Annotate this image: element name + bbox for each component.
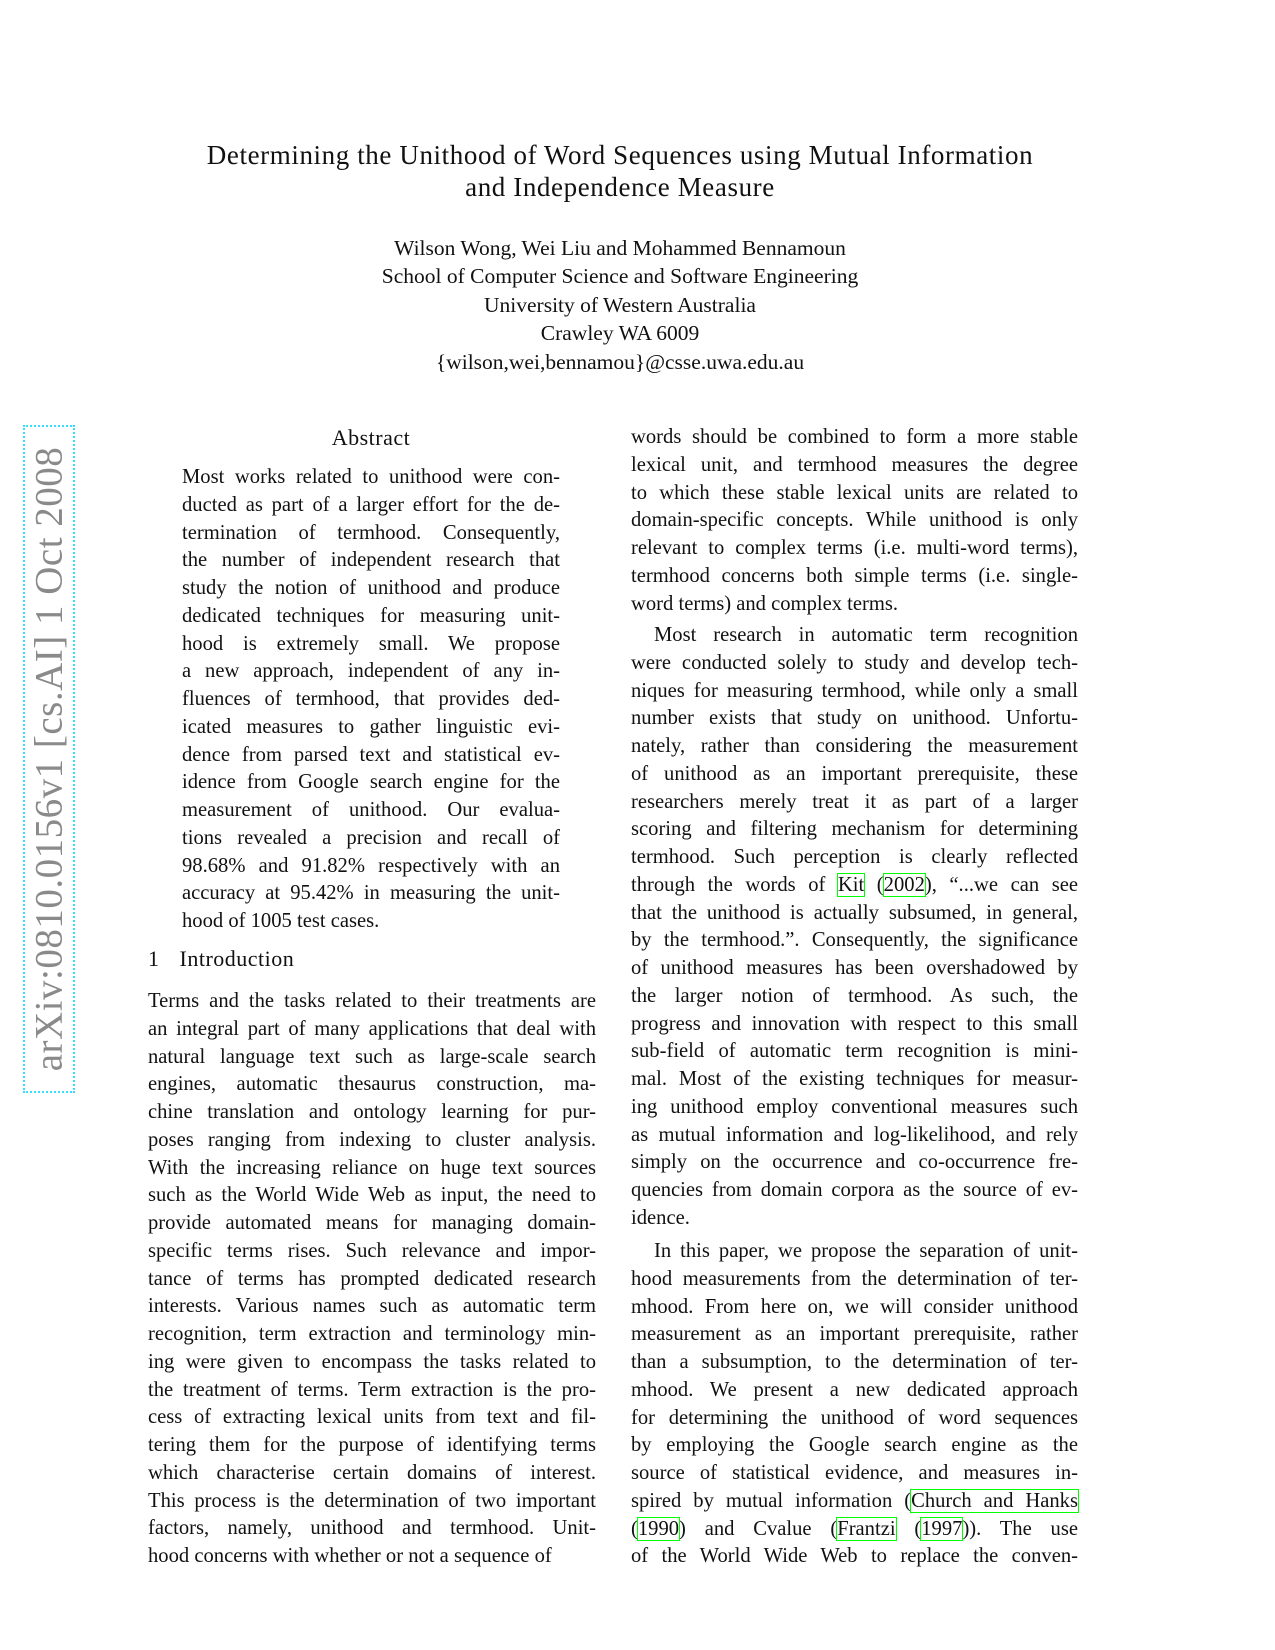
abstract-heading: Abstract — [331, 425, 411, 450]
text-line: natural language text such as large-scale search — [148, 1045, 596, 1068]
text-line: 98.68% and 91.82% respectively with an — [182, 854, 560, 877]
text-line: researchers merely treat it as part of a larger — [631, 790, 1078, 813]
text-line: lexical unit, and termhood measures the degree — [631, 453, 1078, 476]
citation-link[interactable]: 1997 — [921, 1517, 963, 1540]
text-line: as mutual information and log-likelihood, and rely — [631, 1123, 1078, 1146]
text-line: source of statistical evidence, and measures in- — [631, 1462, 1078, 1484]
text-line: simply on the occurrence and co-occurrence fre- — [631, 1151, 1078, 1174]
text-line: that the unithood is actually subsumed, in general, — [631, 901, 1078, 924]
affiliation-school: School of Computer Science and Software Engineering — [381, 264, 859, 288]
text-line: number exists that study on unithood. Unfortu- — [631, 707, 1078, 730]
text-line: Most research in automatic term recognition — [654, 624, 1078, 646]
text-line: idence from Google search engine for the — [182, 771, 560, 794]
text-line: mhood. From here on, we will consider unithood — [631, 1295, 1078, 1318]
text-line: With the increasing reliance on huge text sources — [148, 1156, 596, 1179]
text-line: Most works related to unithood were con- — [182, 466, 560, 488]
text-line: engines, automatic thesaurus construction, ma- — [148, 1073, 596, 1096]
text-line: the treatment of terms. Term extraction is the pro- — [148, 1378, 596, 1401]
text-line: relevant to complex terms (i.e. multi-word terms), — [631, 537, 1078, 559]
text-line: hood is extremely small. We propose — [182, 632, 560, 655]
text-line: chine translation and ontology learning for pur- — [148, 1101, 596, 1123]
text-line: specific terms rises. Such relevance and impor- — [148, 1239, 596, 1262]
introduction-body-left — [148, 988, 596, 1571]
text-line: recognition, term extraction and terminology min- — [148, 1323, 596, 1345]
author-emails: {wilson,wei,bennamou}@csse.uwa.edu.au — [435, 350, 805, 374]
arxiv-stamp — [23, 425, 75, 1093]
text-line: were conducted solely to study and develop tech- — [631, 651, 1078, 674]
section-title: Introduction — [179, 946, 295, 971]
text-line: ing unithood employ conventional measures such — [631, 1095, 1078, 1118]
text-line: an integral part of many applications that deal with — [148, 1017, 596, 1040]
text-line: nately, rather than considering the measurement — [631, 735, 1078, 757]
text-line: interests. Various names such as automatic term — [148, 1295, 596, 1318]
text-line: hood concerns with whether or not a sequence of — [148, 1545, 552, 1567]
text-line: tions revealed a precision and recall of — [182, 826, 560, 849]
text-line: by the termhood.”. Consequently, the significance — [631, 929, 1078, 952]
text-segment: ) and Cvalue ( — [679, 1517, 838, 1540]
text-line: words should be combined to form a more stable — [631, 426, 1078, 448]
citation-link[interactable]: Church and Hanks — [911, 1489, 1078, 1512]
text-line: such as the World Wide Web as input, the need to — [148, 1184, 596, 1207]
text-segment: spired by mutual information ( — [631, 1489, 912, 1512]
arxiv-identifier: arXiv:0810.0156v1 [cs.AI] 1 Oct 2008 — [27, 446, 71, 1072]
text-line: study the notion of unithood and produce — [182, 577, 560, 599]
citation-link[interactable]: Kit — [837, 873, 865, 896]
text-line: termhood concerns both simple terms (i.e. single- — [631, 564, 1078, 587]
text-line: hood of 1005 test cases. — [182, 910, 380, 932]
text-line: hood measurements from the determination of ter- — [631, 1267, 1078, 1290]
text-line: measurement as an important prerequisite, rather — [631, 1323, 1078, 1346]
text-line: word terms) and complex terms. — [631, 592, 899, 615]
text-segment: ( — [631, 1517, 638, 1540]
text-line: ing were given to encompass the tasks related to — [148, 1350, 596, 1373]
text-line: niques for measuring termhood, while only a small — [631, 679, 1078, 702]
text-line: idence. — [631, 1206, 690, 1229]
text-line: provide automated means for managing domain- — [148, 1212, 596, 1234]
text-line: fluences of termhood, that provides ded- — [182, 688, 560, 710]
paper-title-line-1: Determining the Unithood of Word Sequences using Mutual Information — [206, 140, 1034, 170]
text-line: mal. Most of the existing techniques for measur- — [631, 1068, 1078, 1090]
text-line: which characterise certain domains of interest. — [148, 1461, 596, 1484]
text-line — [631, 1516, 1078, 1544]
text-line: factors, namely, unithood and termhood. Unit- — [148, 1517, 596, 1540]
text-line: of unithood measures has been overshadowed by — [631, 957, 1078, 979]
text-line: icated measures to gather linguistic evi- — [182, 715, 560, 738]
text-line: quencies from domain corpora as the source of ev- — [631, 1179, 1078, 1201]
affiliation-address: Crawley WA 6009 — [540, 321, 700, 345]
text-segment: ( — [895, 1517, 922, 1540]
text-line: than a subsumption, to the determination of ter- — [631, 1351, 1078, 1373]
text-segment: )). The use — [962, 1517, 1078, 1540]
text-line — [631, 872, 1078, 900]
text-line: Terms and the tasks related to their treatments are — [148, 990, 596, 1012]
text-line: In this paper, we propose the separation of unit- — [654, 1240, 1078, 1262]
affiliation-university: University of Western Australia — [484, 293, 756, 317]
text-line: accuracy at 95.42% in measuring the unit- — [182, 882, 560, 905]
introduction-paragraph-2 — [631, 622, 1078, 1233]
authors: Wilson Wong, Wei Liu and Mohammed Bennamoun — [394, 236, 846, 260]
text-line: the larger notion of termhood. As such, the — [631, 984, 1078, 1007]
text-line: to which these stable lexical units are related to — [631, 481, 1078, 504]
text-line: for determining the unithood of word sequences — [631, 1406, 1078, 1429]
text-line: measurement of unithood. Our evalua- — [182, 799, 560, 821]
text-line: of the World Wide Web to replace the conven- — [631, 1545, 1078, 1568]
text-line: scoring and filtering mechanism for determining — [631, 818, 1078, 841]
text-line: progress and innovation with respect to this small — [631, 1012, 1078, 1035]
text-line: the number of independent research that — [182, 549, 560, 572]
introduction-paragraph-1 — [631, 424, 1078, 618]
citation-link[interactable]: 2002 — [883, 873, 925, 896]
text-line: sub-field of automatic term recognition is mini- — [631, 1040, 1078, 1063]
section-number: 1 — [148, 946, 160, 971]
text-line: by employing the Google search engine as the — [631, 1434, 1078, 1457]
text-line: poses ranging from indexing to cluster analysis. — [148, 1128, 596, 1151]
text-line: domain-specific concepts. While unithood is only — [631, 509, 1078, 532]
text-line — [631, 1488, 1078, 1516]
text-line: of unithood as an important prerequisite, these — [631, 762, 1078, 785]
text-line: cess of extracting lexical units from text and fil- — [148, 1406, 596, 1429]
abstract-body — [182, 464, 560, 936]
citation-link[interactable]: Frantzi — [837, 1517, 896, 1540]
text-line: ducted as part of a larger effort for the de- — [182, 493, 560, 516]
section-heading-introduction — [148, 946, 294, 972]
text-segment: through the words of — [631, 873, 838, 896]
introduction-paragraph-3 — [631, 1238, 1078, 1571]
text-line: termination of termhood. Consequently, — [182, 521, 560, 544]
text-line: tering them for the purpose of identifying terms — [148, 1434, 596, 1456]
text-line: termhood. Such perception is clearly reflected — [631, 846, 1078, 868]
text-line: This process is the determination of two important — [148, 1489, 596, 1512]
text-segment: ( — [864, 873, 884, 896]
text-line: tance of terms has prompted dedicated research — [148, 1267, 596, 1290]
text-segment: ), “...we can see — [924, 873, 1078, 896]
text-line: dence from parsed text and statistical ev- — [182, 743, 560, 766]
paper-title-line-2: and Independence Measure — [465, 172, 775, 202]
text-line: mhood. We present a new dedicated approach — [631, 1378, 1078, 1401]
text-line: a new approach, independent of any in- — [182, 660, 560, 683]
text-line: dedicated techniques for measuring unit- — [182, 604, 560, 627]
citation-link[interactable]: 1990 — [637, 1517, 680, 1540]
